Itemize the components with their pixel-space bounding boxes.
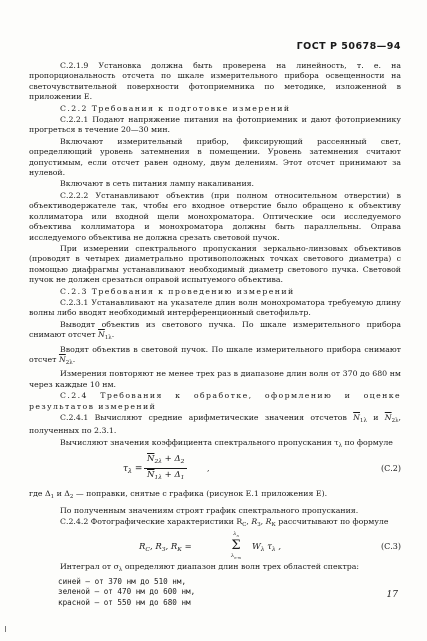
compute-tau-text: Вычисляют значения коэффициента спектрального пропускания τ (60, 437, 339, 447)
integral-text: Интеграл от σ (60, 562, 119, 572)
c242-rc-subscript: С (242, 522, 247, 529)
section-heading-c22: С.2.2 Требования к подготовке измерений (60, 103, 291, 113)
section-heading-c23: С.2.3 Требования к проведению измерений (60, 286, 295, 296)
formula-c3-rc-subscript: С (145, 546, 150, 554)
reading-n2-symbol: $\overline{N}$ (58, 354, 66, 364)
integral-sigma-subscript: λ (118, 567, 123, 574)
c242-r3: R (251, 517, 258, 527)
formula-c3-sigma: Σ (231, 538, 241, 554)
formula-c3-sum-bottom (231, 553, 241, 559)
formula-c3-sum-bottom-lambda: λ (231, 553, 235, 560)
paragraph-repeat-measurements: Измерения повторяют не менее трех раз в диапазоне длин волн от 370 до 680 нм через каждые 10 нм. (29, 369, 401, 389)
formula-c2-num-delta: + Δ (161, 454, 181, 465)
formula-c3-sep1: , (149, 542, 156, 553)
paragraph-remove-lens (29, 320, 401, 344)
formula-c3-equals: = (181, 542, 192, 553)
formula-c3-sum (225, 531, 247, 561)
paragraph-insert-lens (29, 345, 401, 369)
page-number: 17 (386, 590, 398, 600)
formula-c2-den-n: $\overline{N}$ (147, 470, 155, 481)
c241-n1 (353, 413, 367, 422)
reading-n1-subscript: 1λ (104, 335, 112, 342)
integral-tail: определяют диапазон длин волн трех областей спектра: (124, 562, 360, 572)
range-red: красной — от 550 нм до 680 нм (58, 598, 191, 608)
c241-n2: $\overline{N}_{2\lambda}$, (384, 413, 402, 424)
corrections-tail: — поправки, снятые с графика (рисунок Е.1 приложения Е). (75, 489, 328, 499)
insert-lens-text: Вводят объектив в световой пучок. По шкале измерительного прибора снимают отсчет (29, 344, 401, 364)
paragraph-c231: С.2.3.1 Устанавливают на указателе длин волн монохроматора требуемую длину волны либо вводят необходимый интерференционный светофильтр. (29, 297, 401, 318)
reading-n1: $\overline{N}_{1\lambda}$. (98, 330, 115, 342)
paragraph-integral (29, 562, 401, 575)
compute-tau-subscript: λ (338, 442, 343, 449)
formula-c3-rk: R (170, 542, 178, 553)
corrections-delta1-subscript: 1 (50, 494, 55, 501)
paragraph-compute-tau (29, 438, 401, 451)
formula-c2-num-delta-subscript: 2 (180, 458, 185, 466)
scan-edge-mark (5, 626, 6, 632)
formula-c3-lhs (139, 542, 192, 555)
c242-rk: R (265, 517, 272, 527)
formula-c2-den-n-subscript: 1λ (154, 474, 162, 482)
paragraph-c241 (29, 413, 401, 437)
formula-c2-tau-subscript: λ (127, 468, 132, 476)
formula-c3-sep2: , (165, 542, 171, 553)
formula-c2-den-delta: + Δ (161, 470, 181, 481)
formula-c3-number: (С.3) (381, 542, 401, 552)
paragraph-c221: С.2.2.1 Подают напряжение питания на фотоприемник и дают фотоприемнику прогреться в течение 20—30 мин. (29, 115, 401, 135)
formula-c2 (29, 453, 401, 487)
formula-c3-sum-top (233, 531, 238, 537)
spectral-range-list (29, 577, 401, 609)
c241-n1-symbol: $\overline{N}$ (353, 413, 360, 422)
formula-c3-w: W (252, 542, 261, 553)
formula-c2-numerator (144, 453, 187, 469)
c242-r3-subscript: З (257, 522, 261, 529)
formula-c2-fraction (144, 453, 187, 484)
compute-tau-tail: по формуле (344, 437, 393, 447)
formula-c2-denominator (144, 469, 187, 484)
paragraph-c219: С.2.1.9 Установка должна быть проверена на линейность, т. е. на пропорциональность отсчета по шкале измерительного прибора освещенности на светочувствительной поверхности фотоприемника по методике, изложенной в приложении Е. (29, 61, 401, 102)
formula-c3-rk-subscript: К (177, 546, 182, 554)
range-blue: синей — от 370 нм до 510 нм, (58, 576, 187, 586)
paragraph-lamp: Включают в сеть питания лампу накаливания. (60, 179, 255, 189)
formula-c3-rc: R (139, 542, 146, 553)
c241-n2-subscript: 2λ (391, 418, 399, 424)
formula-c2-equals: = (131, 464, 143, 475)
formula-c2-den-delta-subscript: 1 (180, 474, 185, 482)
c242-tail: рассчитывают по формуле (278, 517, 389, 527)
remove-lens-text: Выводят объектив из светового пучка. По шкале измерительного прибора снимают отсчет (29, 319, 401, 340)
paragraph-measuring-device: Включают измерительный прибор, фиксирующий рассеянный свет, определяющий уровень затемнения в помещении. Уровень затемнения считают допустимым, если отсчет равен одному, двум делениям. Этот отсчет принимают за нулевой. (29, 136, 401, 178)
formula-c3-sum-top-sub: n (236, 534, 239, 539)
c241-tail: полученных по 2.3.1. (29, 426, 117, 436)
formula-c3-tau-subscript: λ (271, 546, 276, 554)
reading-n2-subscript: 2λ (65, 359, 73, 366)
range-green: зеленой — от 470 нм до 600 нм, (58, 587, 196, 597)
formula-c3-sum-bottom-sub: n-m (234, 556, 241, 561)
document-body (29, 61, 401, 609)
document-header: ГОСТ Р 50678—94 (296, 41, 401, 52)
formula-c3-rhs (252, 542, 281, 555)
formula-c2-number: (С.2) (381, 464, 401, 474)
formula-c2-lhs (123, 464, 142, 477)
c241-and: и (373, 413, 379, 422)
corrections-where: где Δ (29, 489, 51, 499)
c242-rk-subscript: К (271, 522, 276, 529)
c241-n1-subscript: 1λ (360, 418, 367, 424)
paragraph-c242: С.2.4.2 Фотографические характеристики $R_С$, $R_З$, $R_К$ рассчитывают по формуле (60, 517, 389, 529)
paragraph-corrections (29, 489, 401, 502)
paragraph-mirror-lens: При измерении спектрального пропускания зеркально-линзовых объективов (проводят в четырех диаметрально противоположных точках светового диаметра) с помощью диафрагмы устанавливают необходимый диаметр светового пучка. Световой пучок не должен срезаться оправой испытуемого объектива. (29, 243, 401, 285)
reading-n2: $\overline{N}_{2\lambda}$. (58, 354, 76, 366)
c241-text: С.2.4.1 Вычисляют средние арифметические значения отсчетов (60, 413, 347, 422)
c242-text: С.2.4.2 Фотографические характеристики R (60, 517, 243, 527)
section-heading-c24: С.2.4 Требования к обработке, оформлению и оценке результатов измерений (29, 391, 401, 411)
corrections-delta2-subscript: 2 (69, 494, 74, 501)
formula-c3-r3: R (155, 542, 162, 553)
formula-c2-num-n: $\overline{N}$ (147, 454, 155, 465)
formula-c2-comma: , (207, 464, 210, 474)
formula-c3-r3-subscript: З (161, 546, 166, 554)
formula-c3 (29, 531, 401, 561)
formula-c2-tau: τ (123, 464, 128, 475)
reading-n1-symbol: $\overline{N}$ (98, 330, 105, 340)
c241-n2-symbol: $\overline{N}$ (384, 413, 392, 422)
corrections-and: и Δ (56, 489, 70, 499)
formula-c3-sum-top-lambda: λ (233, 531, 237, 538)
paragraph-plot-graph: По полученным значениям строят график спектрального пропускания. (60, 505, 359, 515)
paragraph-c222: С.2.2.2 Устанавливают объектив (при полном относительном отверстии) в объективодержателе так, чтобы его входное отверстие было обращено к объективу коллиматора или входной щели монохроматора. Оптические оси исследуемого объектива коллиматора и монохроматора должны быть параллельны. Оправа исследуемого объектива не должна срезать световой пучок. (29, 190, 401, 242)
formula-c3-w-subscript: λ (260, 546, 265, 554)
formula-c2-num-n-subscript: 2λ (154, 458, 162, 466)
formula-c3-tau: τ (264, 542, 272, 553)
formula-c3-comma: , (275, 542, 282, 553)
